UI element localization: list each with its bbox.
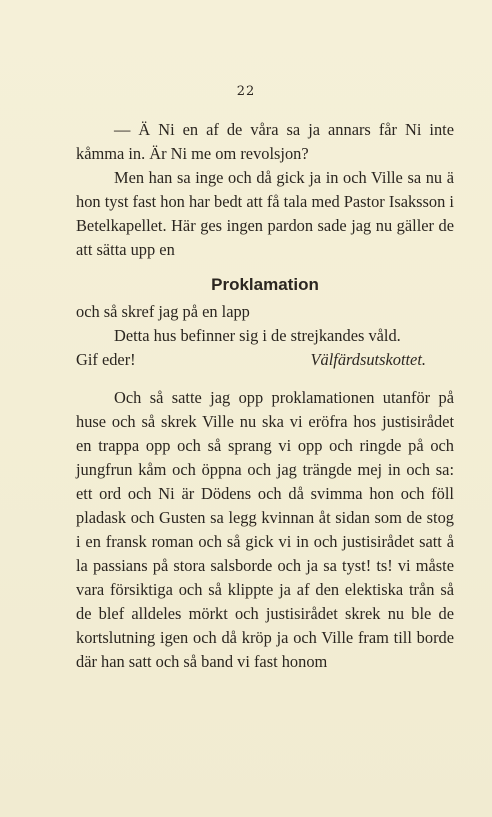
paragraph-note: och så skref jag på en lapp [76,302,250,321]
body-text [76,118,454,674]
proclamation-signature-line [76,348,454,372]
proclamation-signature: Välfärdsutskottet. [310,350,426,369]
paragraph-story: Och så satte jag opp proklamationen utanför på huse och så skrek Ville nu ska vi eröfra hos justisirådet en trappa opp och så sprang vi opp och ringde på och jungfrun kåm och öppna och jag trängde mej in och sa: ett ord och Ni är Dödens och då svimma hon och föll pladask och Gusten sa legg kvinnan åt sidan som de stog i en fransk roman och så gick vi in och justisirådet satt å la passians på stora salsborde och ja sa tyst! ts! vi måste vara försiktiga och så klippte ja af den elektiska trån så de blef alldeles mörkt och justisirådet skrek nu ble de kortslutning igen och då kröp ja och Ville fram till borde där han satt och så band vi fast honom [76,388,454,671]
paragraph-dialogue: — Ä Ni en af de våra sa ja annars får Ni inte kåmma in. Är Ni me om revolsjon? [76,120,454,163]
proclamation-heading: Proklamation [211,275,319,294]
page-number: 22 [236,84,256,99]
proclamation-text: Detta hus befinner sig i de strejkandes våld. [114,326,401,345]
paragraph-spacer [76,372,454,386]
proclamation-closing: Gif eder! [76,350,136,369]
paragraph-narration: Men han sa inge och då gick ja in och Ville sa nu ä hon tyst fast hon har bedt att få tala med Pastor Isaksson i Betelkapellet. Här ges ingen pardon sade jag nu gäller de att sätta upp en [76,168,454,259]
